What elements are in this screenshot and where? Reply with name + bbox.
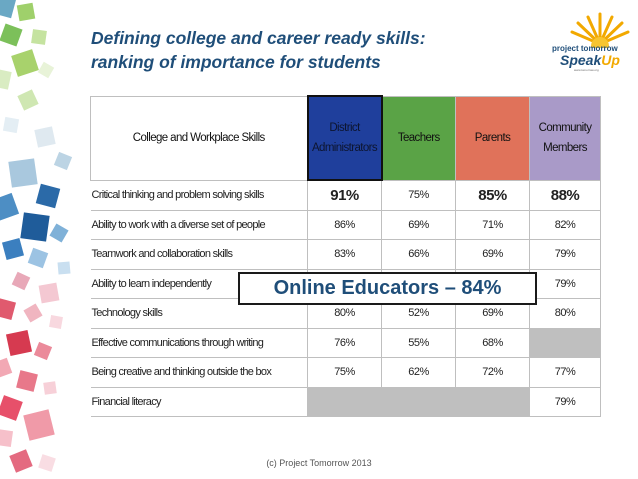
table-row bbox=[91, 387, 601, 417]
skills-table bbox=[90, 95, 601, 417]
teachers-cell: 69% bbox=[382, 210, 456, 240]
logo-url: www.tomorrow.org bbox=[574, 68, 599, 72]
parents-cell-empty bbox=[456, 387, 530, 417]
logo-text-speakup bbox=[560, 52, 620, 68]
speakup-logo bbox=[548, 8, 630, 72]
admin-cell: 80% bbox=[308, 299, 382, 329]
skill-cell: Financial literacy bbox=[91, 387, 308, 417]
table-row bbox=[91, 180, 601, 210]
community-cell: 80% bbox=[530, 299, 601, 329]
skill-cell: Technology skills bbox=[91, 299, 308, 329]
parents-cell: 85% bbox=[456, 180, 530, 210]
teachers-cell-empty bbox=[382, 387, 456, 417]
table-header-row bbox=[91, 96, 601, 180]
table-row bbox=[91, 358, 601, 388]
header-skills: College and Workplace Skills bbox=[91, 96, 308, 180]
online-educators-callout: Online Educators – 84% bbox=[238, 272, 537, 305]
logo-text-speak: Speak bbox=[560, 52, 602, 68]
parents-cell: 71% bbox=[456, 210, 530, 240]
parents-cell: 68% bbox=[456, 328, 530, 358]
skill-cell: Being creative and thinking outside the box bbox=[91, 358, 308, 388]
skill-cell: Teamwork and collaboration skills bbox=[91, 240, 308, 270]
header-parents: Parents bbox=[456, 96, 530, 180]
skill-cell: Ability to learn independently bbox=[91, 269, 308, 299]
sunburst-icon bbox=[548, 8, 630, 48]
admin-cell-empty bbox=[308, 387, 382, 417]
skill-cell: Ability to work with a diverse set of people bbox=[91, 210, 308, 240]
table-row bbox=[91, 240, 601, 270]
community-cell: 79% bbox=[530, 269, 601, 299]
parents-cell: 69% bbox=[456, 299, 530, 329]
header-teachers: Teachers bbox=[382, 96, 456, 180]
admin-cell: 86% bbox=[308, 210, 382, 240]
slide-title bbox=[91, 26, 511, 74]
slide-title-line1: Defining college and career ready skills: bbox=[91, 28, 426, 48]
admin-cell: 76% bbox=[308, 328, 382, 358]
slide-title-line2: ranking of importance for students bbox=[91, 52, 381, 72]
admin-cell: 83% bbox=[308, 240, 382, 270]
table-row bbox=[91, 210, 601, 240]
teachers-cell: 66% bbox=[382, 240, 456, 270]
community-cell: 79% bbox=[530, 240, 601, 270]
teachers-cell: 62% bbox=[382, 358, 456, 388]
table-row bbox=[91, 328, 601, 358]
header-community-members: Community Members bbox=[530, 96, 601, 180]
copyright-footer: (c) Project Tomorrow 2013 bbox=[266, 458, 372, 468]
parents-cell: 69% bbox=[456, 240, 530, 270]
decorative-squares bbox=[0, 0, 80, 479]
community-cell: 82% bbox=[530, 210, 601, 240]
admin-cell: 75% bbox=[308, 358, 382, 388]
skill-cell: Critical thinking and problem solving skills bbox=[91, 180, 308, 210]
logo-text-project-tomorrow: project tomorrow bbox=[552, 44, 618, 53]
community-cell: 88% bbox=[530, 180, 601, 210]
logo-text-up: Up bbox=[601, 52, 620, 68]
teachers-cell: 75% bbox=[382, 180, 456, 210]
community-cell: 77% bbox=[530, 358, 601, 388]
admin-cell: 91% bbox=[308, 180, 382, 210]
community-cell: 79% bbox=[530, 387, 601, 417]
parents-cell: 72% bbox=[456, 358, 530, 388]
teachers-cell: 52% bbox=[382, 299, 456, 329]
header-district-administrators: District Administrators bbox=[308, 96, 382, 180]
skill-cell: Effective communications through writing bbox=[91, 328, 308, 358]
teachers-cell: 55% bbox=[382, 328, 456, 358]
community-cell-empty bbox=[530, 328, 601, 358]
